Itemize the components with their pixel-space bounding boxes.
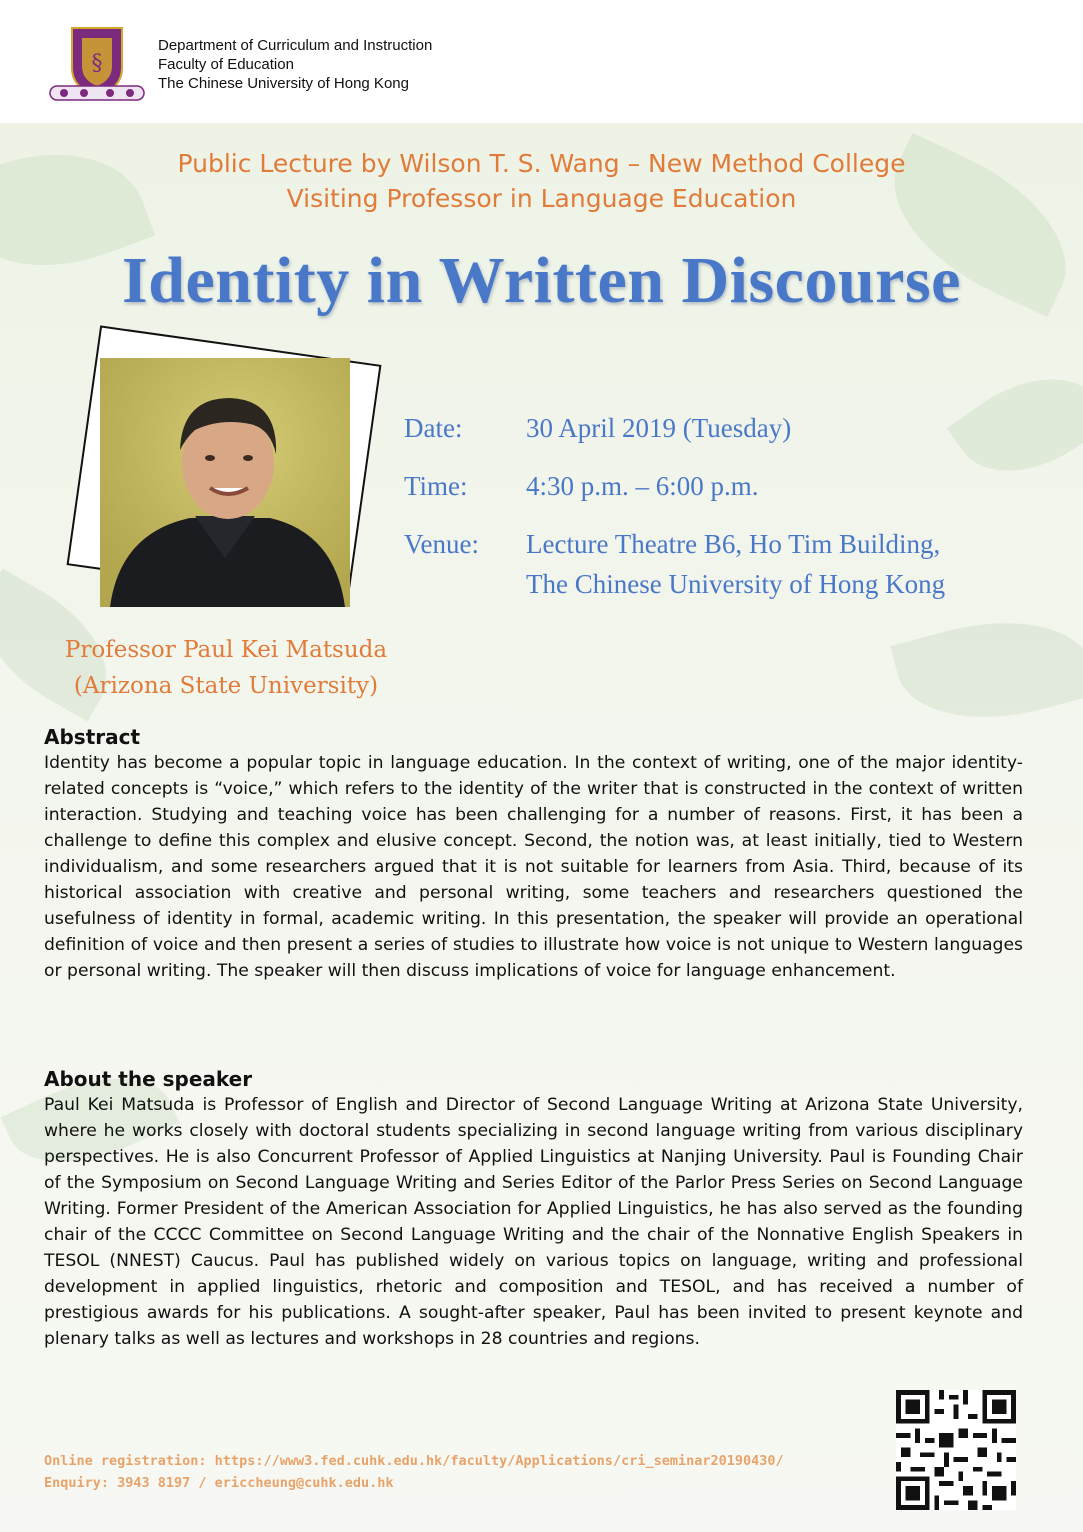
about-body: Paul Kei Matsuda is Professor of English and Director of Second Language Writing at Arizona State University, where he works closely with doctoral students specializing in second language writing from various disciplinary perspectives. He is also Concurrent Professor of Applied Linguistics at Nanjing University. Paul is Founding Chair of the Symposium on Second Language Writing and Series Editor of the Parlor Press Series on Second Language Writing. Former President of the American Association for Applied Linguistics, he has also served as the founding chair of the CCCC Committee on Second Language Writing and the chair of the Nonnative English Speakers in TESOL (NNEST) Caucus. Paul has published widely on various topics on language, writing and professional development in applied linguistics, rhetoric and composition and TESOL, and has received a number of prestigious awards for his publications. A sought-after speaker, Paul has been invited to present keynote and plenary talks as well as lectures and workshops in 28 countries and regions. (44, 1095, 1023, 1349)
cuhk-crest-icon (44, 24, 150, 104)
department-line: Department of Curriculum and Instruction (158, 37, 433, 54)
time-value: 4:30 p.m. – 6:00 p.m. (526, 471, 759, 501)
registration-link[interactable]: Online registration: https://www3.fed.cuhk.edu.hk/faculty/Applications/cri_seminar20190430/ (44, 1453, 784, 1469)
university-line: The Chinese University of Hong Kong (158, 75, 409, 92)
date-label: Date: (404, 413, 463, 443)
venue-line-2: The Chinese University of Hong Kong (526, 569, 946, 599)
lecture-title-line-1: Public Lecture by Wilson T. S. Wang – New Method College (177, 149, 906, 178)
venue-label: Venue: (404, 529, 479, 559)
page-title: Identity in Written Discourse (122, 244, 961, 317)
lecture-title-line-2: Visiting Professor in Language Education (286, 184, 797, 213)
speaker-photo (100, 358, 350, 607)
footer (44, 1450, 784, 1494)
about-heading: About the speaker (44, 1067, 253, 1091)
venue-line-1: Lecture Theatre B6, Ho Tim Building, (526, 529, 941, 559)
header (44, 24, 432, 104)
venue-value (526, 524, 945, 604)
venue-row (404, 524, 945, 604)
enquiry-info: Enquiry: 3943 8197 / ericcheung@cuhk.edu.hk (44, 1475, 394, 1491)
date-row (404, 408, 945, 448)
svg-text:§: § (91, 51, 103, 76)
time-row (404, 466, 945, 506)
faculty-line: Faculty of Education (158, 56, 294, 73)
speaker-portrait-icon (100, 358, 350, 607)
event-details (404, 408, 945, 622)
abstract-heading: Abstract (44, 725, 141, 749)
speaker-name: Professor Paul Kei Matsuda (64, 637, 388, 663)
abstract-body: Identity has become a popular topic in language education. In the context of writing, one of the major identity-related concepts is “voice,” which refers to the identity of the writer that is constructed in the context of written interaction. Studying and teaching voice has been challenging for a number of reasons. First, it has been a challenge to define this complex and elusive concept. Second, the notion was, at least initially, tied to Western individualism, and some researchers argued that it is not suitable for learners from Asia. Third, because of its historical association with creative and personal writing, some teachers and researchers questioned the usefulness of identity in formal, academic writing. In this presentation, the speaker will provide an operational definition of voice and then present a series of studies to illustrate how voice is not unique to Western languages or personal writing. The speaker will then discuss implications of voice for language enhancement. (44, 753, 1023, 981)
about-section (44, 1066, 1023, 1352)
qr-code-icon[interactable] (896, 1390, 1016, 1510)
time-label: Time: (404, 471, 468, 501)
date-value: 30 April 2019 (Tuesday) (526, 413, 792, 443)
speaker-info (0, 632, 452, 704)
department-info (158, 36, 432, 93)
speaker-affiliation: (Arizona State University) (73, 673, 379, 699)
abstract-section (44, 724, 1023, 984)
lecture-series-title (0, 146, 1083, 216)
